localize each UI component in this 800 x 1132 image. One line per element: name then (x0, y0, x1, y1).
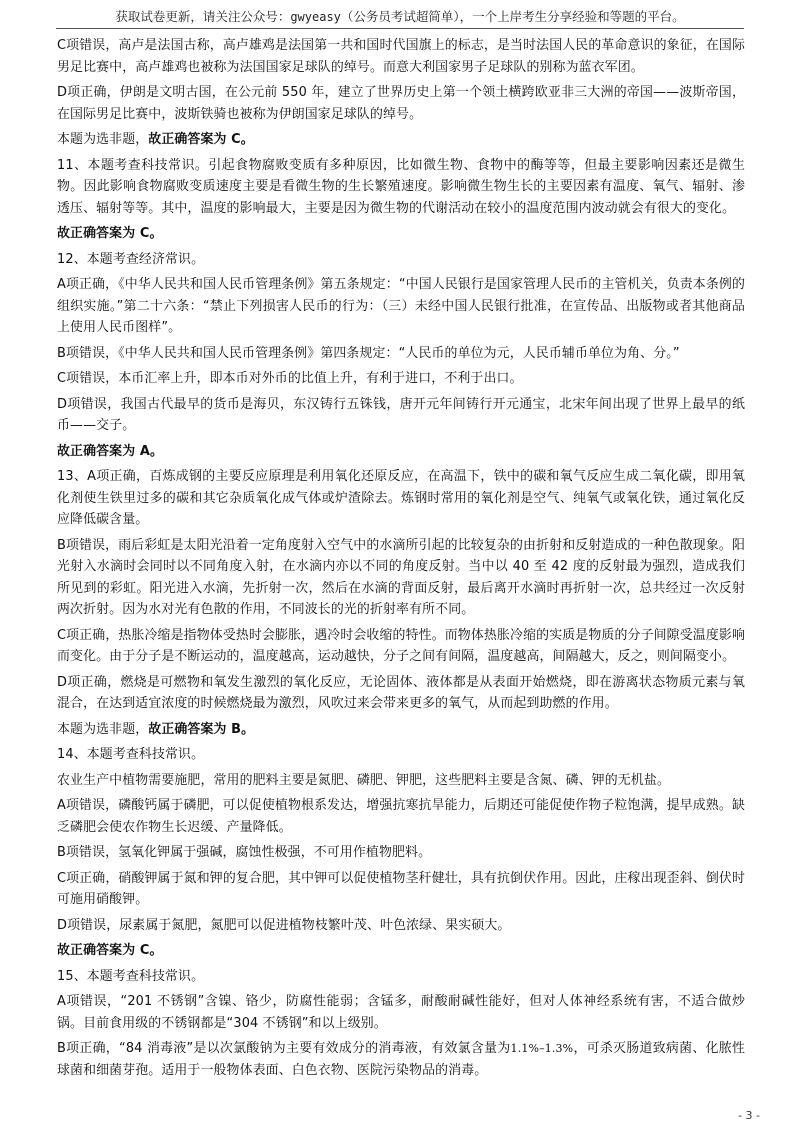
paragraph-text: 农业生产中植物需要施肥，常用的肥料主要是氮肥、磷肥、钾肥，这些肥料主要是含氮、磷、钾的无机盐。 (57, 772, 670, 788)
header-suffix: （公务员考试超简单），一个上岸考生分享经验和等题的平台。 (340, 9, 685, 24)
answer-statement: 故正确答案为 C。 (57, 226, 163, 241)
paragraph (57, 223, 745, 245)
paragraph (57, 441, 745, 463)
document-body (57, 35, 745, 1085)
paragraph-text: 15、本题考查科技常识。 (57, 968, 205, 984)
paragraph-text: D项错误，我国古代最早的货币是海贝，东汉铸行五铢钱，唐开元年间铸行开元通宝，北宋年间出现了世界上最早的纸币——交子。 (57, 396, 745, 433)
answer-statement: 故正确答案为 C。 (148, 132, 254, 147)
paragraph (57, 915, 745, 937)
paragraph-text: B项错误，《中华人民共和国人民币管理条例》第四条规定：“人民币的单位为元，人民币辅币单位为角、分。” (57, 345, 680, 361)
paragraph-text: 14、本题考查科技常识。 (57, 747, 205, 762)
paragraph-text: 本题为选非题， (57, 721, 149, 737)
paragraph (57, 249, 745, 271)
paragraph (57, 155, 745, 220)
paragraph-formula: 1.1%–1.3% (510, 1042, 574, 1055)
paragraph-text: 13、A项正确，百炼成钢的主要反应原理是利用氧化还原反应，在高温下，铁中的碳和氧气反应生成二氧化碳，即用氧化剂使生铁里过多的碳和其它杂质氧化成气体或炉渣除去。炼钢时常用的氧化剂是空气、纯氧气或氧化铁，通过氧化反应降低碳含量。 (57, 469, 745, 527)
answer-statement: 故正确答案为 A。 (57, 443, 164, 459)
paragraph (57, 966, 745, 988)
paragraph-text: A项错误，“201 不锈钢”含镍、铬少，防腐性能弱；含锰多，耐酸耐碱性能好，但对人体神经系统有害，不适合做炒锅。目前食用级的不锈钢都是“304 不锈钢”和以上级别。 (57, 994, 745, 1031)
paragraph-text: C项正确，热胀冷缩是指物体受热时会膨胀，遇冷时会收缩的特性。而物体热胀冷缩的实质是物质的分子间隙受温度影响而变化。由于分子是不断运动的，温度越高，运动越快，分子之间有间隔，温度越高，间隔越大，反之，则间隔变小。 (57, 627, 745, 664)
paragraph (57, 394, 745, 437)
paragraph (57, 343, 745, 365)
answer-statement: 故正确答案为 B。 (148, 721, 255, 737)
paragraph (57, 535, 745, 621)
paragraph-text: D项正确，伊朗是文明古国，在公元前 550 年，建立了世界历史上第一个领土横跨欧亚非三大洲的帝国——波斯帝国，在国际男足比赛中，波斯铁骑也被称为伊朗国家足球队的绰号。 (57, 85, 745, 122)
paragraph (57, 368, 745, 390)
paragraph (57, 868, 745, 911)
paragraph (57, 1038, 745, 1081)
paragraph-text: B项错误，雨后彩虹是太阳光沿着一定角度射入空气中的水滴所引起的比较复杂的由折射和反射造成的一种色散现象。阳光射入水滴时会同时以不同角度入射，在水滴内亦以不同的角度反射。当中以 40 至 42 度的反射最为强烈，造成我们所见到的彩虹。阳光进入水滴，先折射一次，然后在水滴的背面反射，最后离开水滴时再折射一次，总共经过一次反射两次折射。因为水对光有色散的作用，不同波长的光的折射率有所不同。 (57, 537, 745, 617)
paragraph-text: C项错误，高卢是法国古称，高卢雄鸡是法国第一共和国时代国旗上的标志，是当时法国人民的革命意识的象征，在国际男足比赛中，高卢雄鸡也被称为法国国家足球队的绰号。而意大利国家男子足球队的别称为蓝衣军团。 (57, 38, 745, 75)
paragraph-text: C项正确，硝酸钾属于氮和钾的复合肥，其中钾可以促使植物茎秆健壮，具有抗倒伏作用。因此，庄稼出现歪斜、倒伏时可施用硝酸钾。 (57, 870, 745, 907)
paragraph (57, 129, 745, 151)
paragraph-text: C项错误，本币汇率上升，即本币对外币的比值上升，有利于进口，不利于出口。 (57, 371, 523, 386)
paragraph (57, 991, 745, 1034)
paragraph (57, 672, 745, 715)
paragraph-text: 11、本题考查科技常识。引起食物腐败变质有多种原因，比如微生物、食物中的酶等等，但最主要影响因素还是微生物。因此影响食物腐败变质速度主要是看微生物的生长繁殖速度。影响微生物生长的主要因素有温度、氧气、辐射、渗透压、辐射等等。其中，温度的影响最大，主要是因为微生物的代谢活动在较小的温度范围内波动就会有很大的变化。 (57, 157, 745, 216)
header-prefix: 获取试卷更新，请关注公众号： (115, 9, 291, 24)
paragraph (57, 940, 745, 962)
header-divider (56, 28, 744, 29)
paragraph-text-rest: ，可杀灭肠道致病菌、化脓性球菌和细菌芽孢。适用于一般物体表面、白色衣物、医院污染物品的消毒。 (57, 1041, 745, 1078)
answer-statement: 故正确答案为 C。 (57, 943, 163, 958)
paragraph (57, 744, 745, 766)
page-number: - 3 - (738, 1109, 760, 1122)
paragraph (57, 274, 745, 339)
paragraph-text: A项正确，《中华人民共和国人民币管理条例》第五条规定：“中国人民银行是国家管理人民币的主管机关，负责本条例的组织实施。”第二十六条：“禁止下列损害人民币的行为：（三）未经中国人民银行批准，在宣传品、出版物或者其他商品上使用人民币图样”。 (57, 277, 745, 335)
paragraph (57, 466, 745, 531)
paragraph (57, 795, 745, 838)
paragraph-text: B项错误，氢氧化钾属于强碱，腐蚀性极强，不可用作植物肥料。 (57, 845, 432, 860)
paragraph (57, 719, 745, 741)
paragraph-text: 12、本题考查经济常识。 (57, 251, 205, 267)
paragraph (57, 625, 745, 668)
paragraph (57, 842, 745, 864)
paragraph-text: D项错误，尿素属于氮肥，氮肥可以促进植物枝繁叶茂、叶色浓绿、果实硕大。 (57, 917, 511, 933)
paragraph-text: A项错误，磷酸钙属于磷肥，可以促使植物根系发达，增强抗寒抗旱能力，后期还可能促使作物子粒饱满，提早成熟。缺乏磷肥会使农作物生长迟缓、产量降低。 (57, 798, 745, 835)
paragraph-text: 本题为选非题， (57, 132, 149, 147)
paragraph-text: B项正确，“84 消毒液”是以次氯酸钠为主要有效成分的消毒液，有效氯含量为 (57, 1041, 511, 1056)
paragraph-text: D项正确，燃烧是可燃物和氧发生激烈的氧化反应，无论固体、液体都是从表面开始燃烧，即在游离状态物质元素与氧混合，在达到适宜浓度的时候燃烧最为激烈，风吹过来会带来更多的氧气，从而起到助燃的作用。 (57, 674, 745, 711)
paragraph (57, 82, 745, 125)
paragraph (57, 35, 745, 78)
page-header (0, 8, 800, 26)
header-site: gwyeasy (290, 10, 341, 24)
paragraph (57, 770, 745, 792)
